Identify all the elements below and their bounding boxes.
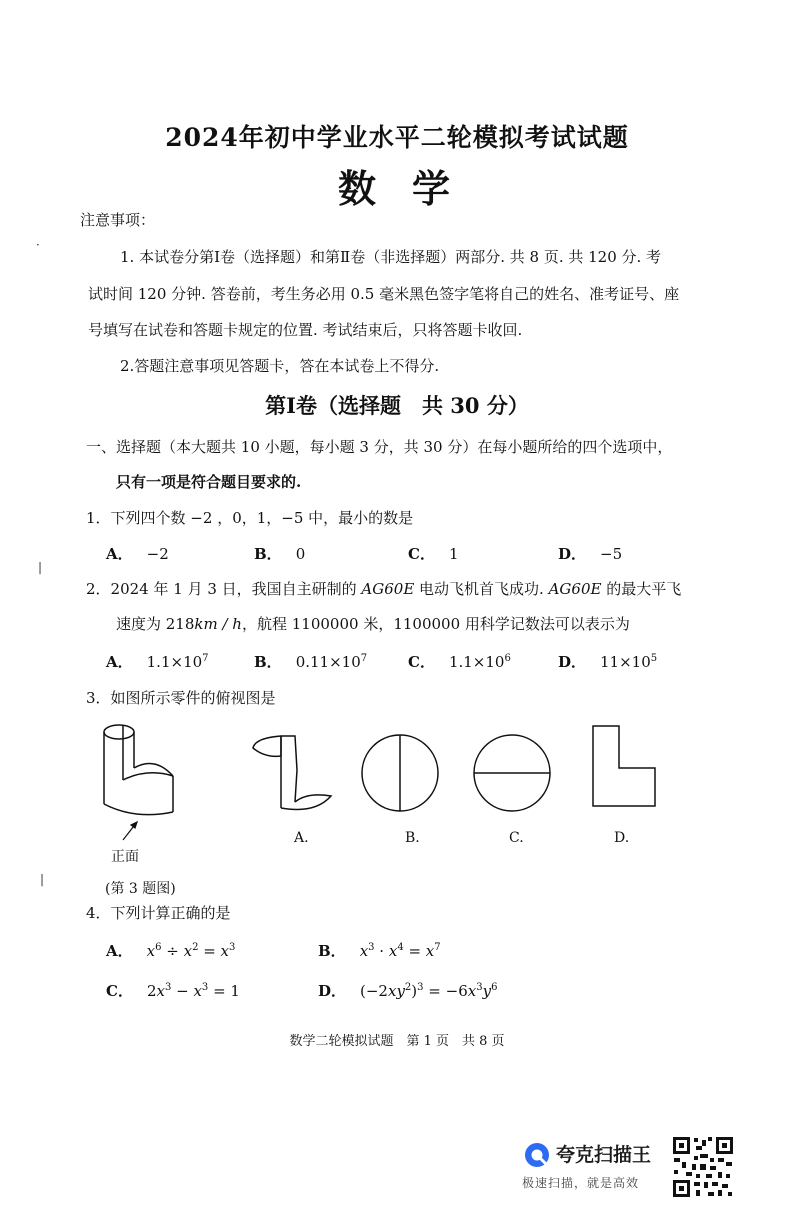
subject-title: 数学 — [337, 166, 486, 211]
q4-option-b: B． $x^3 \cdot x^4 = x^7$ — [318, 942, 441, 960]
notice-item1-line2: 试时间 120 分钟. 答卷前，考生务必用 0.5 毫米黑色签字笔将自己的姓名、准考证号、座 — [88, 285, 680, 303]
q3-solid-part — [104, 725, 173, 815]
q4-option-c: C． $2x^3 - x^3 = 1$ — [106, 982, 240, 1000]
notice-heading: 注意事项： — [80, 211, 156, 229]
q3-figure — [95, 718, 695, 848]
notice-item1-line3: 号填写在试卷和答题卡规定的位置. 考试结束后，只将答题卡收回. — [88, 321, 523, 339]
q3-front-arrow — [123, 822, 137, 840]
q3-stem: 3．如图所示零件的俯视图是 — [86, 689, 276, 707]
q3-choice-b: B. — [405, 830, 420, 846]
scanner-name: 夸克扫描王 — [556, 1144, 652, 1166]
q3-front-label: 正面 — [111, 849, 139, 865]
q2-option-a: A． $1.1\times 10^7$ — [106, 653, 209, 671]
q1-option-d: D． −5 — [558, 545, 623, 563]
notice-item1-line1: 1. 本试卷分第Ⅰ卷（选择题）和第Ⅱ卷（非选择题）两部分. 共 8 页. 共 120 分. 考 — [120, 248, 662, 266]
q3-option-d-shape — [593, 726, 655, 806]
part1-instructions-line2: 只有一项是符合题目要求的. — [116, 473, 302, 491]
q4-option-a: A． $x^6 \div x^2 = x^3$ — [106, 942, 236, 960]
section-title: 第Ⅰ卷（选择题 共 30 分） — [265, 393, 529, 418]
edge-mark: | — [38, 560, 43, 574]
q1-option-b: B． 0 — [254, 545, 306, 563]
q1-option-a: A． −2 — [106, 545, 169, 563]
q3-choice-a: A. — [294, 830, 309, 846]
q2-option-c: C． $1.1\times 10^6$ — [408, 653, 511, 671]
q3-choice-c: C. — [509, 830, 524, 846]
q3-option-b-shape — [362, 735, 438, 811]
edge-mark: · — [36, 238, 40, 252]
scanner-slogan: 极速扫描，就是高效 — [522, 1176, 640, 1190]
part1-instructions-line1: 一、选择题（本大题共 10 小题，每小题 3 分，共 30 分）在每小题所给的四个选项中， — [86, 438, 673, 456]
q2-stem-line1: 2．2024 年 1 月 3 日，我国自主研制的 AG60E 电动飞机首飞成功. AG60E 的最大平飞 — [86, 580, 682, 598]
q4-option-d: D． $(-2xy^2)^3 = -6x^3y^6$ — [318, 982, 498, 1000]
q3-choice-d: D. — [614, 830, 630, 846]
scanner-watermark — [520, 1136, 734, 1198]
q3-option-a-shape — [253, 736, 331, 810]
q3-option-c-shape — [474, 735, 550, 811]
q2-option-b: B． $0.11\times 10^7$ — [254, 653, 368, 671]
scanner-logo-icon — [524, 1142, 550, 1168]
q4-stem: 4．下列计算正确的是 — [86, 904, 231, 922]
q2-option-d: D． $11\times 10^5$ — [558, 653, 658, 671]
notice-item2: 2.答题注意事项见答题卡，答在本试卷上不得分. — [120, 357, 440, 375]
q2-stem-line2: 速度为 218km / h，航程 1100000 米，1100000 用科学记数法可以表示为 — [116, 615, 630, 633]
q3-caption: (第 3 题图) — [105, 881, 176, 897]
q1-stem: 1．下列四个数 −2 ，0，1，−5 中，最小的数是 — [86, 509, 414, 527]
qr-code-icon — [672, 1136, 734, 1198]
q1-option-c: C． 1 — [408, 545, 459, 563]
edge-mark: | — [40, 872, 45, 886]
exam-title: 2024年初中学业水平二轮模拟考试试题 — [165, 123, 629, 152]
page-footer: 数学二轮模拟试题 第 1 页 共 8 页 — [289, 1034, 505, 1049]
